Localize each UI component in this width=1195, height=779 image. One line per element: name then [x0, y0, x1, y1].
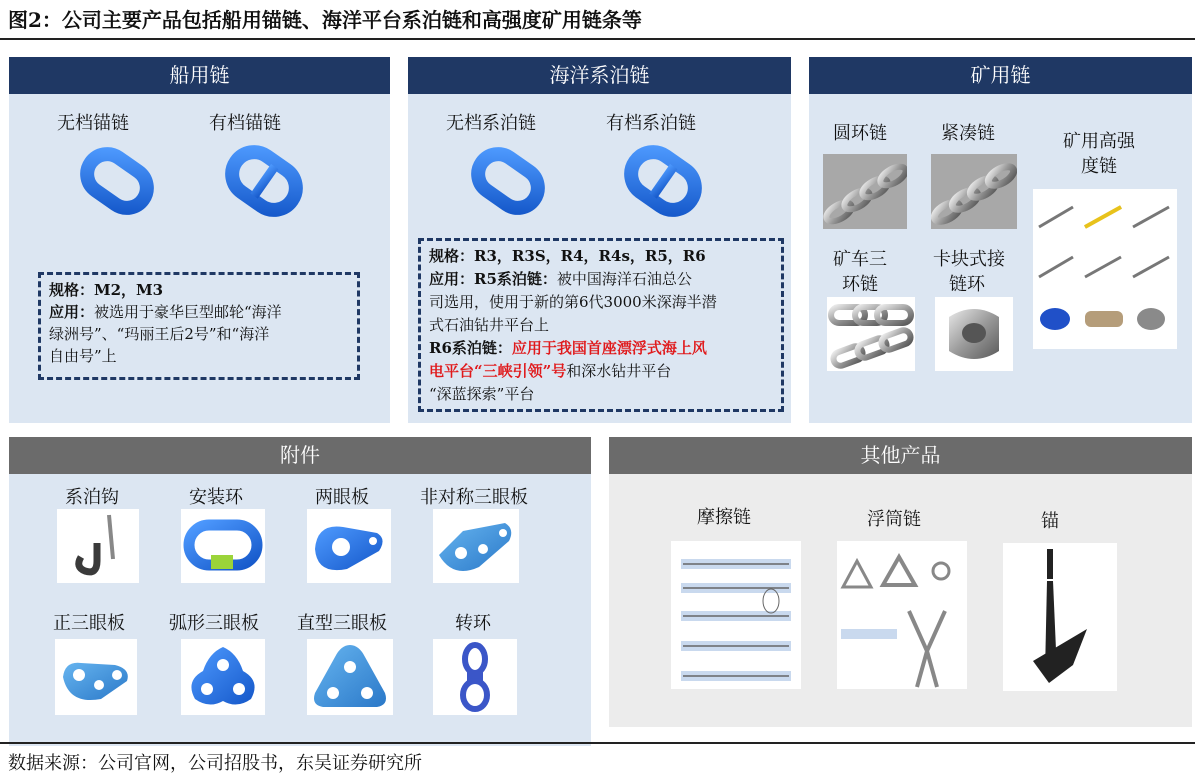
r6-red-text-1: 应用于我国首座漂浮式海上风 [511, 339, 707, 357]
title-rule [0, 38, 1195, 40]
high-strength-chain-label-1: 矿用高强 [1063, 131, 1135, 152]
mooring-hook-image [57, 509, 139, 583]
marine-spec-box [38, 272, 360, 380]
arc-three-eye-plate-image [181, 639, 265, 715]
marine-chain-panel [9, 57, 390, 423]
mooring-spec-label: 规格： [429, 247, 475, 265]
studless-link-image [67, 139, 167, 229]
r6-red-text-2: 电平台“三峡引领”号 [429, 362, 567, 380]
marine-use-text-3: 自由号”上 [49, 347, 117, 365]
r5-text-3: 式石油钻井平台上 [429, 316, 550, 334]
swivel-image [433, 639, 517, 715]
studless-mooring-chain-label: 无档系泊链 [446, 113, 536, 134]
r5-label: R5系泊链： [474, 270, 557, 288]
asymmetric-three-eye-plate-label: 非对称三眼板 [420, 487, 528, 508]
mooring-spec-box [418, 238, 784, 412]
figure-title: 图2：公司主要产品包括船用锚链、海洋平台系泊链和高强度矿用链条等 [8, 8, 642, 32]
regular-three-eye-plate-label: 正三眼板 [53, 613, 125, 634]
source-rule [0, 742, 1195, 744]
asymmetric-three-eye-plate-image [433, 509, 519, 583]
compact-chain-image [931, 154, 1017, 229]
block-connector-label-1: 卡块式接 [933, 249, 1005, 270]
mine-car-chain-image [827, 297, 915, 371]
block-connector-image [935, 297, 1013, 371]
buoy-chain-image [837, 541, 967, 689]
accessories-panel [9, 437, 591, 746]
friction-chain-image [671, 541, 801, 689]
marine-panel-header: 船用链 [9, 57, 390, 94]
mine-car-chain-label-1: 矿车三 [833, 249, 887, 270]
two-eye-plate-image [307, 509, 391, 583]
marine-use-text-2: 绿洲号”、“玛丽王后2号”和“海洋 [49, 325, 270, 343]
block-connector-label-2: 链环 [949, 274, 985, 295]
r6-label: R6系泊链： [429, 339, 512, 357]
marine-spec-label: 规格： [49, 281, 95, 299]
compact-chain-label: 紧凑链 [941, 123, 995, 144]
marine-use-text-1: 被选用于豪华巨型邮轮“海洋 [94, 303, 282, 321]
straight-three-eye-plate-label: 直型三眼板 [297, 613, 387, 634]
friction-chain-label: 摩擦链 [697, 507, 751, 528]
straight-three-eye-plate-image [307, 639, 393, 715]
stud-mooring-chain-label: 有档系泊链 [606, 113, 696, 134]
source-note: 数据来源：公司官网，公司招股书，东吴证券研究所 [8, 753, 422, 774]
stud-anchor-chain-label: 有档锚链 [209, 113, 281, 134]
swivel-label: 转环 [455, 613, 491, 634]
arc-three-eye-plate-label: 弧形三眼板 [169, 613, 259, 634]
install-ring-image [181, 509, 265, 583]
install-ring-label: 安装环 [189, 487, 243, 508]
mining-chain-panel [809, 57, 1192, 423]
stud-link-image [214, 139, 314, 229]
mooring-panel-header: 海洋系泊链 [408, 57, 791, 94]
mine-car-chain-label-2: 环链 [842, 274, 878, 295]
mooring-hook-label: 系泊钩 [65, 487, 119, 508]
r5-text-2: 司选用，使用于新的第6代3000米深海半潜 [429, 293, 717, 311]
mooring-spec-value: R3，R3S，R4，R4s，R5，R6 [474, 247, 706, 265]
r6-text-3: “深蓝探索”平台 [429, 385, 535, 403]
two-eye-plate-label: 两眼板 [315, 487, 369, 508]
studless-anchor-chain-label: 无档锚链 [57, 113, 129, 134]
regular-three-eye-plate-image [55, 639, 137, 715]
studless-mooring-link-image [458, 139, 558, 229]
other-products-panel-header: 其他产品 [609, 437, 1192, 474]
accessories-panel-header: 附件 [9, 437, 591, 474]
high-strength-chain-image [1033, 189, 1177, 349]
other-products-panel [609, 437, 1192, 727]
marine-use-label: 应用： [49, 303, 95, 321]
anchor-label: 锚 [1041, 511, 1059, 532]
round-link-chain-label: 圆环链 [833, 123, 887, 144]
mooring-chain-panel [408, 57, 791, 423]
r6-text-2: 和深水钻井平台 [566, 362, 672, 380]
mooring-use-label: 应用： [429, 270, 475, 288]
stud-mooring-link-image [613, 139, 713, 229]
marine-spec-value: M2，M3 [94, 281, 164, 299]
r5-text-1: 被中国海洋石油总公 [556, 270, 692, 288]
round-link-chain-image [823, 154, 907, 229]
buoy-chain-label: 浮筒链 [867, 509, 921, 530]
mining-panel-header: 矿用链 [809, 57, 1192, 94]
high-strength-chain-label-2: 度链 [1081, 156, 1117, 177]
anchor-image [1003, 543, 1117, 691]
